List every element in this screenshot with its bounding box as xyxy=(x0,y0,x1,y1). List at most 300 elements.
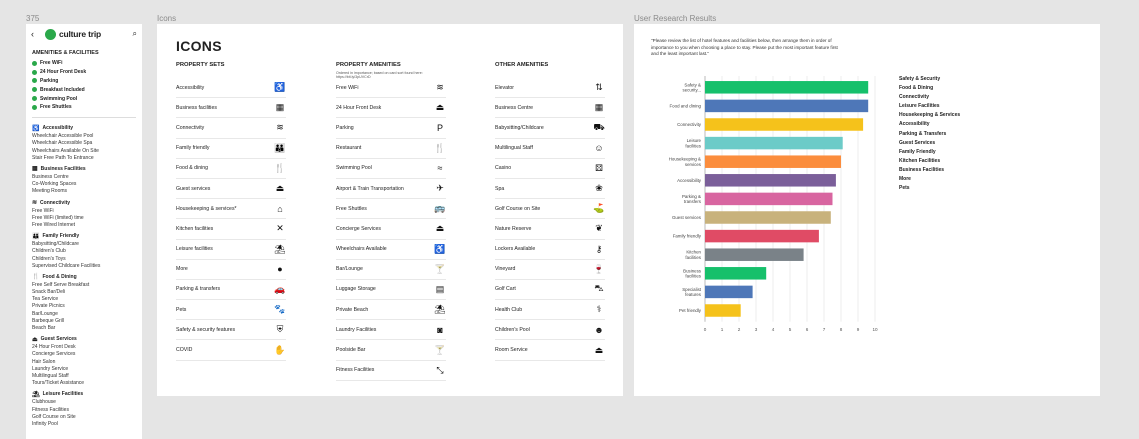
icon-row xyxy=(336,139,446,159)
amenity-chip-label: Free Shuttles xyxy=(40,104,72,111)
bar xyxy=(705,267,766,280)
icon-label: Laundry Facilities xyxy=(336,326,377,333)
brand-name: culture trip xyxy=(59,29,101,39)
icon-label: Guest services xyxy=(176,185,211,192)
amenity-list-item: Children's Toys xyxy=(32,255,66,262)
car-icon: 🚗 xyxy=(274,283,286,294)
icon-row xyxy=(336,179,446,199)
beach-umbrella-icon: ⛱ xyxy=(434,304,446,315)
category-title: Family Friendly xyxy=(42,233,80,240)
golf-cart-icon: ⛍ xyxy=(594,283,604,294)
icon-label: Children's Pool xyxy=(495,326,530,333)
category-label-line: Business xyxy=(683,268,701,274)
icon-row xyxy=(495,260,605,280)
leisure-facilities-icon: ⛱ xyxy=(32,391,40,398)
amenity-list-item: Laundry Service xyxy=(32,365,69,372)
icon-label: Spa xyxy=(495,185,505,192)
icon-row xyxy=(176,159,286,179)
paw-icon: 🐾 xyxy=(274,304,286,315)
icon-row xyxy=(176,240,286,260)
category-label-line: facilities xyxy=(685,143,701,149)
column-heading: PROPERTY SETS xyxy=(176,62,225,68)
amenity-list-item: Business Centre xyxy=(32,174,69,181)
icon-row xyxy=(176,260,286,280)
icon-row xyxy=(336,159,446,179)
legend-item: Pets xyxy=(899,185,910,192)
amenities-title: AMENITIES & FACILITIES xyxy=(32,50,99,56)
category-title: Business Facilities xyxy=(40,165,86,172)
hand-sanitize-icon: ✋ xyxy=(274,344,286,355)
amenity-list-item: Private Picnics xyxy=(32,303,65,310)
bar xyxy=(705,137,843,150)
category-label-line: Housekeeping & xyxy=(668,156,701,162)
category-label-line: Connectivity xyxy=(677,122,701,128)
amenity-categories xyxy=(26,121,142,428)
category-title: Guest Services xyxy=(40,336,77,343)
building-icon: ▦ xyxy=(275,102,285,113)
wifi-icon: ≋ xyxy=(276,122,284,133)
legend-item: Housekeeping & Services xyxy=(899,112,961,119)
category-label-line: Accessibility xyxy=(677,177,701,183)
amenity-list-item: Babysitting/Childcare xyxy=(32,241,79,248)
swimming-icon: ≈ xyxy=(437,163,443,174)
amenity-list-item: Wheelchairs Available On Site xyxy=(32,147,99,154)
bar xyxy=(705,174,836,187)
amenity-chip-label: Breakfast Included xyxy=(40,86,85,93)
amenity-chip-label: Parking xyxy=(40,77,59,84)
amenity-chip xyxy=(26,103,142,112)
icon-label: Safety & security features xyxy=(176,326,236,333)
amenity-list-item: Meeting Rooms xyxy=(32,188,68,195)
concierge-bell-icon: ⏏ xyxy=(435,223,445,234)
icon-label: Lockers Available xyxy=(495,246,536,253)
icon-row xyxy=(176,320,286,340)
icon-label: Multilingual Staff xyxy=(495,145,533,152)
category-label-line: Food and dining xyxy=(669,103,701,109)
category-label xyxy=(677,122,702,127)
column-heading: OTHER AMENITIES xyxy=(495,62,549,68)
bar xyxy=(705,286,753,299)
icon-label: Business Centre xyxy=(495,104,534,111)
icon-list xyxy=(495,78,605,361)
category-food-dining[interactable] xyxy=(26,269,142,281)
icon-label: Food & dining xyxy=(176,165,209,172)
icon-label: 24 Hour Front Desk xyxy=(336,104,382,111)
icon-row xyxy=(336,78,446,98)
icon-row xyxy=(336,260,446,280)
category-family-friendly[interactable] xyxy=(26,229,142,241)
category-title: Leisure Facilities xyxy=(42,391,84,398)
icon-label: Connectivity xyxy=(176,124,205,131)
icon-row xyxy=(495,219,605,239)
amenity-list-item: Children's Club xyxy=(32,248,66,255)
arrow-left-icon[interactable]: ‹ xyxy=(31,29,34,39)
legend-item: Food & Dining xyxy=(899,85,934,92)
category-label-line: Leisure xyxy=(686,138,701,144)
bar xyxy=(705,100,868,113)
icon-label: Luggage Storage xyxy=(336,286,376,293)
icon-label: More xyxy=(176,266,188,273)
wheelchair-icon: ♿ xyxy=(434,243,446,254)
category-label-line: Guest services xyxy=(671,215,701,221)
legend-item: Parking & Transfers xyxy=(899,130,947,137)
category-label-line: features xyxy=(685,292,701,298)
amenity-list-item: Wheelchair Accessible Spa xyxy=(32,140,93,147)
icon-row xyxy=(176,98,286,118)
amenity-list-item: Bar/Lounge xyxy=(32,310,58,317)
plane-icon: ✈ xyxy=(436,183,444,194)
amenity-list-item: Co-Working Spaces xyxy=(32,181,77,188)
category-label xyxy=(669,157,702,167)
child-face-icon: ☻ xyxy=(594,324,604,335)
icon-row xyxy=(495,118,605,138)
category-label-line: security... xyxy=(682,87,701,93)
icon-label: Free WiFi xyxy=(336,84,359,91)
icon-row xyxy=(176,139,286,159)
food-dining-icon: 🍴 xyxy=(32,274,40,281)
x-tick-label: 9 xyxy=(856,326,860,332)
bar xyxy=(705,118,863,131)
restaurant-icon: 🍴 xyxy=(434,142,446,153)
check-dot-icon xyxy=(32,96,37,101)
amenity-chip xyxy=(26,59,142,68)
x-tick-label: 4 xyxy=(771,326,775,332)
icon-row xyxy=(336,300,446,320)
amenity-list-item: Stair Free Path To Entrance xyxy=(32,154,94,161)
icon-label: Parking xyxy=(336,124,354,131)
icon-row xyxy=(495,179,605,199)
category-label-line: Kitchen xyxy=(686,249,701,255)
connectivity-icon: ≋ xyxy=(32,200,38,206)
amenity-chip xyxy=(26,77,142,86)
column-heading: PROPERTY AMENITIES xyxy=(336,62,401,68)
bar xyxy=(705,193,833,206)
amenity-list-item: Free Self Serve Breakfast xyxy=(32,281,90,288)
icon-row xyxy=(336,240,446,260)
frame-label-phone: 375 xyxy=(26,14,40,23)
icon-label: Nature Reserve xyxy=(495,225,532,232)
search-icon[interactable]: ⌕ xyxy=(132,29,137,38)
icon-label: Swimming Pool xyxy=(336,165,372,172)
icon-label: Family friendly xyxy=(176,145,210,152)
icon-row xyxy=(176,219,286,239)
accessibility-icon: ♿ xyxy=(32,125,40,132)
property-amenities-column xyxy=(336,62,446,381)
category-guest-services[interactable] xyxy=(26,332,142,344)
icon-label: Fitness Facilities xyxy=(336,367,375,374)
icon-label: Restaurant xyxy=(336,145,362,152)
amenity-list-item: Clubhouse xyxy=(32,399,56,406)
category-label-line: Family friendly xyxy=(672,233,701,239)
amenity-chip xyxy=(26,85,142,94)
category-label-line: Specialist xyxy=(682,286,701,292)
x-tick-label: 8 xyxy=(839,326,843,332)
check-dot-icon xyxy=(32,70,37,75)
icon-label: COVID xyxy=(176,347,193,354)
x-tick-label: 10 xyxy=(872,326,878,332)
shuttle-bus-icon: 🚌 xyxy=(434,203,446,214)
icon-row xyxy=(495,139,605,159)
amenity-list-item: Multilingual Staff xyxy=(32,372,69,379)
column-subheading xyxy=(495,71,605,75)
icon-label: Wheelchairs Available xyxy=(336,246,387,253)
family-icon: 👪 xyxy=(274,142,286,153)
category-label xyxy=(673,234,702,239)
category-label xyxy=(679,308,702,313)
category-label-line: services xyxy=(684,161,701,167)
ranking-legend xyxy=(899,76,960,194)
category-label-line: transfers xyxy=(683,199,701,205)
x-tick-label: 6 xyxy=(805,326,809,332)
business-facilities-icon: ▦ xyxy=(32,166,38,173)
amenity-list-item: Infinity Pool xyxy=(32,420,58,427)
icon-row xyxy=(336,219,446,239)
iron-icon: ⌂ xyxy=(277,203,283,214)
amenity-list-item: Tours/Ticket Assistance xyxy=(32,380,85,387)
bar xyxy=(705,211,831,224)
mobile-header xyxy=(26,24,142,44)
check-dot-icon xyxy=(32,61,37,66)
amenity-chip xyxy=(26,68,142,77)
amenity-chip-label: Swimming Pool xyxy=(40,95,78,102)
icon-label: Health Club xyxy=(495,306,523,313)
category-label-line: facilities xyxy=(685,273,701,279)
survey-question: "Please review the list of hotel features and facilities below, then arrange them in order of importance to you when choosing a place to stay. Please put the most important feature first and the least important last." xyxy=(651,38,838,57)
category-leisure-facilities[interactable] xyxy=(26,387,142,399)
icon-row xyxy=(495,159,605,179)
wine-glass-icon: 🍷 xyxy=(593,263,605,274)
bar xyxy=(705,230,819,243)
icon-list xyxy=(336,78,446,381)
amenity-list-item: Fitness Facilities xyxy=(32,406,69,413)
user-research-frame xyxy=(634,24,1100,396)
amenity-chip-label: 24 Hour Front Desk xyxy=(40,69,87,76)
category-label xyxy=(677,178,702,183)
service-bell-icon: ⏏ xyxy=(275,183,285,194)
amenity-chip xyxy=(26,94,142,103)
icon-row xyxy=(176,280,286,300)
category-label-line: Parking & xyxy=(681,193,701,199)
legend-item: More xyxy=(899,176,911,183)
golf-flag-icon: ⛳ xyxy=(593,203,605,214)
icon-label: Free Shuttles xyxy=(336,205,367,212)
category-label xyxy=(683,268,702,278)
category-label xyxy=(683,82,702,92)
amenity-list-item: Golf Course on Site xyxy=(32,413,76,420)
icons-title: ICONS xyxy=(176,38,222,54)
icon-row xyxy=(336,361,446,381)
x-tick-label: 1 xyxy=(720,326,724,332)
icon-row xyxy=(336,118,446,138)
icon-row xyxy=(336,320,446,340)
highlight-amenities-list xyxy=(26,59,142,112)
amenity-list-item: Free WiFi xyxy=(32,207,54,214)
amenity-list-item: Tea Service xyxy=(32,296,59,303)
x-tick-label: 0 xyxy=(703,326,707,332)
x-tick-label: 5 xyxy=(788,326,792,332)
icon-row xyxy=(336,340,446,360)
x-tick-label: 3 xyxy=(754,326,758,332)
amenity-list-item: Hair Salon xyxy=(32,358,56,365)
amenity-list-item: Concierge Services xyxy=(32,351,76,358)
category-label xyxy=(682,287,702,297)
room-service-icon: ⏏ xyxy=(594,344,604,355)
category-label xyxy=(685,250,701,260)
icon-row xyxy=(176,199,286,219)
bar xyxy=(705,155,841,168)
luggage-icon: ▤ xyxy=(435,283,445,294)
icon-label: Accessibility xyxy=(176,84,205,91)
icon-label: Leisure facilities xyxy=(176,246,213,253)
amenity-list-item: 24 Hour Front Desk xyxy=(32,344,76,351)
bar xyxy=(705,81,868,94)
amenity-list-item: Barbeque Grill xyxy=(32,317,64,324)
category-title: Food & Dining xyxy=(42,273,77,280)
icons-frame xyxy=(157,24,623,396)
icon-label: Casino xyxy=(495,165,512,172)
bar xyxy=(705,248,804,261)
category-title: Accessibility xyxy=(42,125,74,132)
icon-label: Golf Cart xyxy=(495,286,516,293)
icon-label: Airport & Train Transportation xyxy=(336,185,404,192)
icon-label: Poolside Bar xyxy=(336,347,366,354)
icon-row xyxy=(495,199,605,219)
icon-row xyxy=(495,78,605,98)
amenity-list-item: Beach Bar xyxy=(32,325,56,332)
category-label-line: facilities xyxy=(685,254,701,260)
legend-item: Leisure Facilities xyxy=(899,103,940,110)
icon-label: Pets xyxy=(176,306,187,313)
icon-row xyxy=(176,179,286,199)
speaking-person-icon: ☺ xyxy=(594,143,604,154)
category-label xyxy=(670,104,702,109)
icon-label: Elevator xyxy=(495,84,515,91)
icon-row xyxy=(495,280,605,300)
wifi-icon: ≋ xyxy=(436,82,444,93)
divider xyxy=(32,117,136,118)
wheelchair-icon: ♿ xyxy=(274,82,286,93)
stroller-icon: ⛟ xyxy=(593,121,605,132)
bar xyxy=(705,304,741,317)
column-subheading: Ordered in importance; based on card sort found here: https://bit.ly/3pUVCrD xyxy=(336,71,423,79)
health-club-icon: ⚕ xyxy=(596,304,602,315)
icon-row xyxy=(176,118,286,138)
icon-row xyxy=(495,340,605,360)
icon-label: Parking & transfers xyxy=(176,286,221,293)
icon-row xyxy=(336,199,446,219)
icon-row xyxy=(336,98,446,118)
icon-label: Room Service xyxy=(495,347,528,354)
icon-label: Housekeeping & services* xyxy=(176,205,237,212)
more-icon: ● xyxy=(277,264,283,275)
icon-label: Concierge Services xyxy=(336,225,381,232)
icon-label: Private Beach xyxy=(336,306,369,313)
icon-label: Kitchen facilities xyxy=(176,225,214,232)
legend-item: Family Friendly xyxy=(899,148,936,155)
umbrella-icon: ⛱ xyxy=(274,243,286,254)
other-amenities-column xyxy=(495,62,605,361)
category-accessibility[interactable] xyxy=(26,121,142,133)
family-friendly-icon: 👪 xyxy=(32,233,40,240)
building-icon: ▦ xyxy=(594,102,604,113)
category-label xyxy=(672,215,702,220)
category-title: Connectivity xyxy=(40,199,71,206)
icon-label: Vineyard xyxy=(495,266,516,273)
legend-item: Business Facilities xyxy=(899,166,945,173)
icon-label: Bar/Lounge xyxy=(336,266,363,273)
elevator-icon: ⇅ xyxy=(595,82,603,93)
dice-icon: ⚄ xyxy=(595,162,603,173)
category-label xyxy=(685,138,701,148)
category-label-line: Pet friendly xyxy=(679,308,701,314)
icon-row xyxy=(176,340,286,360)
legend-item: Connectivity xyxy=(899,94,930,101)
dumbbell-icon: ⤡ xyxy=(436,364,444,375)
front-desk-icon: ⏏ xyxy=(435,102,445,113)
utensils-crossed-icon: ✕ xyxy=(276,223,284,234)
amenity-list-item: Snack Bar/Deli xyxy=(32,289,66,296)
frame-label-icons: Icons xyxy=(157,14,177,23)
category-connectivity[interactable] xyxy=(26,195,142,207)
icon-row xyxy=(495,240,605,260)
legend-item: Kitchen Facilities xyxy=(899,157,941,164)
brand-logo-mark xyxy=(45,29,56,40)
parking-icon: P xyxy=(436,122,443,133)
icon-row xyxy=(176,300,286,320)
leaf-icon: ❦ xyxy=(595,223,603,234)
check-dot-icon xyxy=(32,78,37,83)
check-dot-icon xyxy=(32,105,37,110)
mobile-amenities-frame xyxy=(26,24,142,439)
amenity-list-item: Wheelchair Accessible Pool xyxy=(32,133,94,140)
icon-row xyxy=(495,300,605,320)
x-tick-label: 2 xyxy=(737,326,741,332)
fork-knife-icon: 🍴 xyxy=(274,162,286,173)
icon-row xyxy=(495,98,605,118)
amenity-list-item: Free Wired Internet xyxy=(32,221,76,228)
category-business-facilities[interactable] xyxy=(26,161,142,173)
legend-item: Guest Services xyxy=(899,139,936,146)
check-dot-icon xyxy=(32,87,37,92)
washing-machine-icon: ◙ xyxy=(437,324,443,335)
amenity-list-item: Free WiFi (limited) time xyxy=(32,214,84,221)
lotus-icon: ❀ xyxy=(595,183,603,194)
column-subheading xyxy=(176,71,286,75)
legend-item: Accessibility xyxy=(899,121,930,128)
amenity-list-item: Supervised Childcare Facilities xyxy=(32,262,101,269)
icon-label: Babysitting/Childcare xyxy=(495,124,544,131)
key-icon: ⚷ xyxy=(595,243,603,254)
cocktail-icon: 🍸 xyxy=(434,344,446,355)
icon-label: Golf Course on Site xyxy=(495,205,541,212)
property-sets-column xyxy=(176,62,286,361)
icon-label: Business facilities xyxy=(176,104,217,111)
category-label-line: Safety & xyxy=(684,82,701,88)
shield-check-icon: ⛨ xyxy=(276,324,284,335)
icon-row xyxy=(495,320,605,340)
icon-row xyxy=(336,280,446,300)
category-label xyxy=(682,194,702,204)
cocktail-icon: 🍸 xyxy=(434,263,446,274)
x-tick-label: 7 xyxy=(822,326,826,332)
icon-row xyxy=(176,78,286,98)
brand-logo[interactable] xyxy=(45,29,133,40)
guest-services-icon: ⏏ xyxy=(32,336,38,343)
amenity-chip-label: Free WiFi xyxy=(40,60,63,67)
legend-item: Safety & Security xyxy=(899,76,941,82)
frame-label-research: User Research Results xyxy=(634,14,717,23)
ranking-bar-chart xyxy=(651,72,881,342)
